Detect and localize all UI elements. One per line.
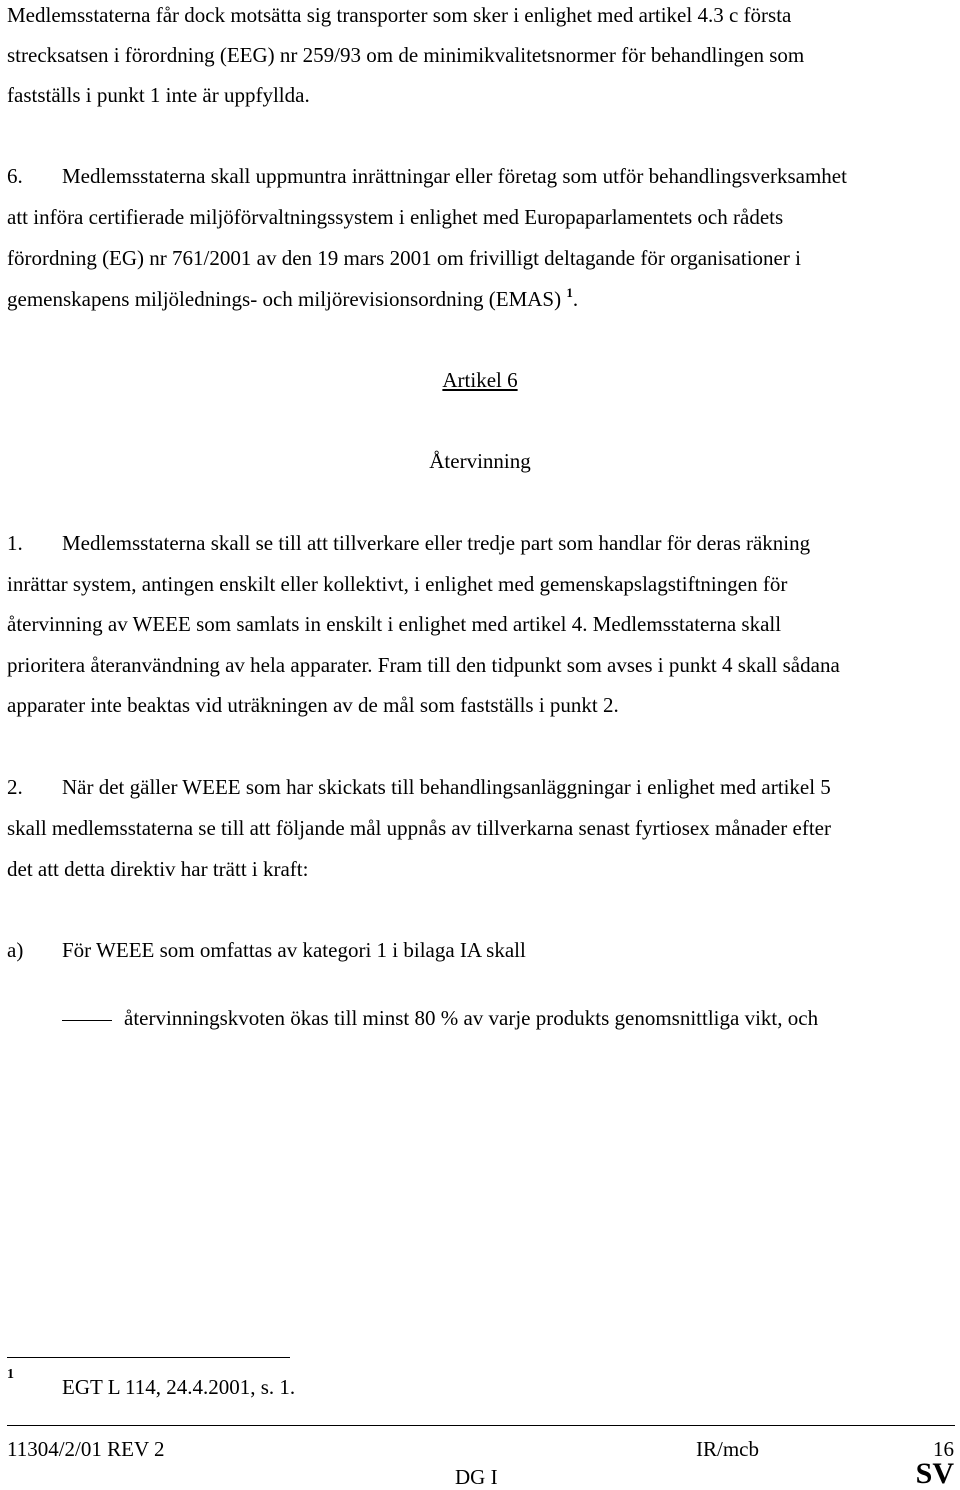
footer-initials: IR/mcb — [696, 1437, 759, 1461]
footer-doc-ref: 11304/2/01 REV 2 — [7, 1437, 165, 1461]
para1-line-2: inrättar system, antingen enskilt eller kollektivt, i enlighet med gemenskapslagstiftningen för — [7, 572, 788, 596]
footnote-text: EGT L 114, 24.4.2001, s. 1. — [62, 1375, 296, 1399]
para1-line-3: återvinning av WEEE som samlats in enskilt i enlighet med artikel 4. Medlemsstaterna skall — [7, 612, 782, 636]
para1-first-text: Medlemsstaterna skall se till att tillverkare eller tredje part som handlar för deras räkning — [62, 531, 811, 555]
para6-line-2: att införa certifierade miljöförvaltningssystem i enlighet med Europaparlamentets och rådets — [7, 205, 784, 229]
footer-language-code: SV — [915, 1457, 954, 1490]
footnote-mark: 1 — [7, 1367, 14, 1382]
footnote-reference[interactable]: 1 — [566, 285, 573, 300]
para2-first-line — [7, 774, 831, 800]
item-a — [7, 937, 526, 963]
para6-first-line — [7, 163, 847, 189]
dash-item-text: återvinningskvoten ökas till minst 80 % av varje produkts genomsnittliga vikt, och — [124, 1006, 819, 1030]
para2-line-3: det att detta direktiv har trätt i kraft: — [7, 857, 309, 881]
para1-first-line — [7, 530, 810, 556]
article-title: Återvinning — [429, 449, 531, 473]
footer-rule — [7, 1425, 955, 1426]
para2-first-text: När det gäller WEEE som har skickats till behandlingsanläggningar i enlighet med artikel 5 — [62, 775, 831, 799]
para6-last-text: gemenskapens miljölednings- och miljörevisionsordning (EMAS) — [7, 287, 562, 311]
para1-line-4: prioritera återanvändning av hela apparater. Fram till den tidpunkt som avses i punkt 4 skall sådana — [7, 653, 840, 677]
intro-line-3: fastställs i punkt 1 inte är uppfyllda. — [7, 83, 310, 107]
para6-first-text: Medlemsstaterna skall uppmuntra inrättningar eller företag som utför behandlingsverksamhet — [62, 164, 847, 188]
footnote-separator — [7, 1357, 290, 1358]
intro-line-1: Medlemsstaterna får dock motsätta sig transporter som sker i enlighet med artikel 4.3 c första — [7, 3, 792, 27]
article-heading — [0, 367, 960, 393]
para1-line-5: apparater inte beaktas vid uträkningen av de mål som fastställs i punkt 2. — [7, 693, 619, 717]
footer-dg: DG I — [455, 1465, 498, 1489]
para6-line-3: förordning (EG) nr 761/2001 av den 19 mars 2001 om frivilligt deltagande för organisationer i — [7, 246, 801, 270]
dash-item — [7, 1005, 818, 1031]
para6-number: 6. — [7, 164, 23, 188]
item-a-label: a) — [7, 938, 24, 962]
article-heading-text: Artikel 6 — [442, 368, 518, 392]
para2-number: 2. — [7, 775, 23, 799]
para1-number: 1. — [7, 531, 23, 555]
para2-line-2: skall medlemsstaterna se till att följande mål uppnås av tillverkarna senast fyrtiosex månader efter — [7, 816, 831, 840]
intro-line-2: strecksatsen i förordning (EEG) nr 259/93 om de minimikvalitetsnormer för behandlingen som — [7, 43, 805, 67]
item-a-text: För WEEE som omfattas av kategori 1 i bilaga IA skall — [62, 938, 526, 962]
para6-last-punct: . — [572, 287, 579, 311]
dash-marker — [62, 1020, 112, 1021]
para6-last-line — [7, 286, 578, 312]
footer-page-number: 16 — [933, 1437, 954, 1461]
